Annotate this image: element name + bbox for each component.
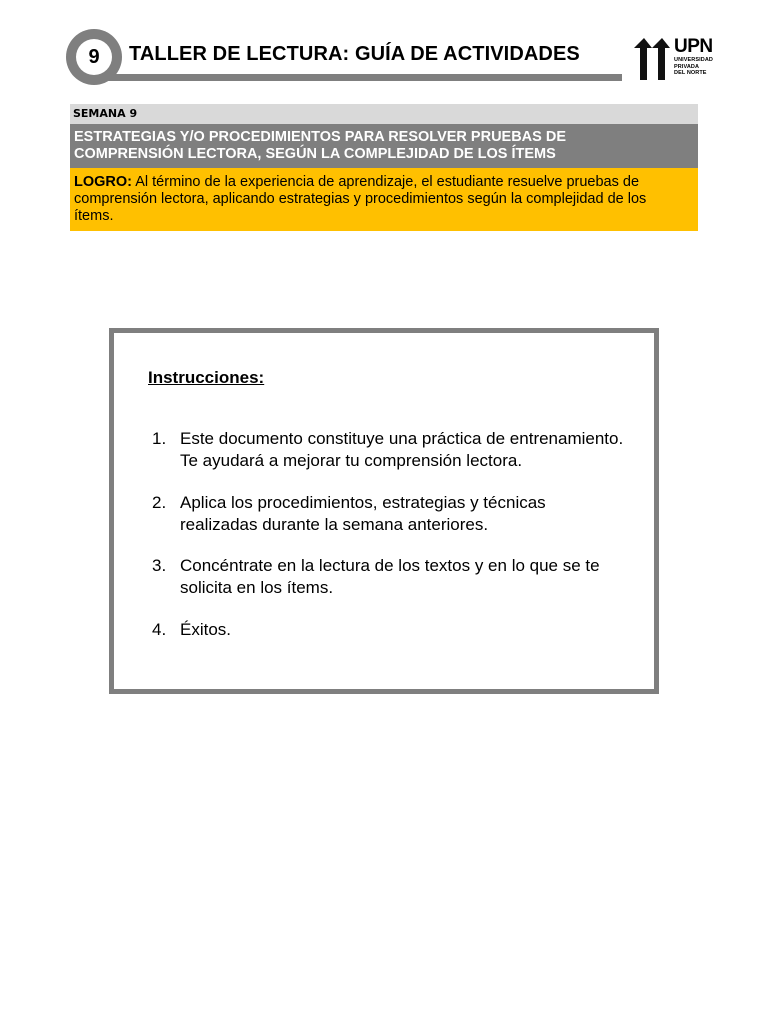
logo-subtitle: UNIVERSIDAD PRIVADA DEL NORTE — [674, 57, 713, 77]
topic-line-1: ESTRATEGIAS Y/O PROCEDIMIENTOS PARA RESOLVER PRUEBAS DE — [74, 129, 566, 145]
logo-word: UPN — [674, 36, 713, 57]
topic-line-2: COMPRENSIÓN LECTORA, SEGÚN LA COMPLEJIDAD DE LOS ÍTEMS — [74, 146, 556, 162]
instructions-list — [152, 428, 652, 660]
upn-logo — [634, 36, 714, 82]
page-title: TALLER DE LECTURA: GUÍA DE ACTIVIDADES — [129, 43, 580, 65]
goal-box — [70, 168, 698, 231]
upn-arrows-icon — [634, 36, 672, 82]
list-item: 3. Concéntrate en la lectura de los textos y en lo que se te solicita en los ítems. — [152, 556, 600, 597]
topic-heading — [70, 124, 698, 168]
week-label: SEMANA 9 — [70, 104, 698, 124]
list-item: 1. Este documento constituye una práctica de entrenamiento. Te ayudará a mejorar tu comprensión lectora. — [152, 429, 624, 470]
header-underline — [106, 74, 622, 81]
session-number: 9 — [76, 39, 112, 75]
instructions-title: Instrucciones: — [148, 368, 265, 387]
goal-label: LOGRO: — [74, 174, 132, 190]
goal-text-2: comprensión lectora, aplicando estrategias y procedimientos según la complejidad de los — [74, 191, 647, 207]
goal-text-3: ítems. — [74, 208, 114, 224]
list-item: 4. Éxitos. — [152, 619, 232, 639]
list-item: 2. Aplica los procedimientos, estrategias y técnicas realizadas durante la semana anteriores. — [152, 492, 546, 534]
goal-text-1: Al término de la experiencia de aprendizaje, el estudiante resuelve pruebas de — [132, 174, 640, 190]
instructions-card — [109, 328, 659, 694]
